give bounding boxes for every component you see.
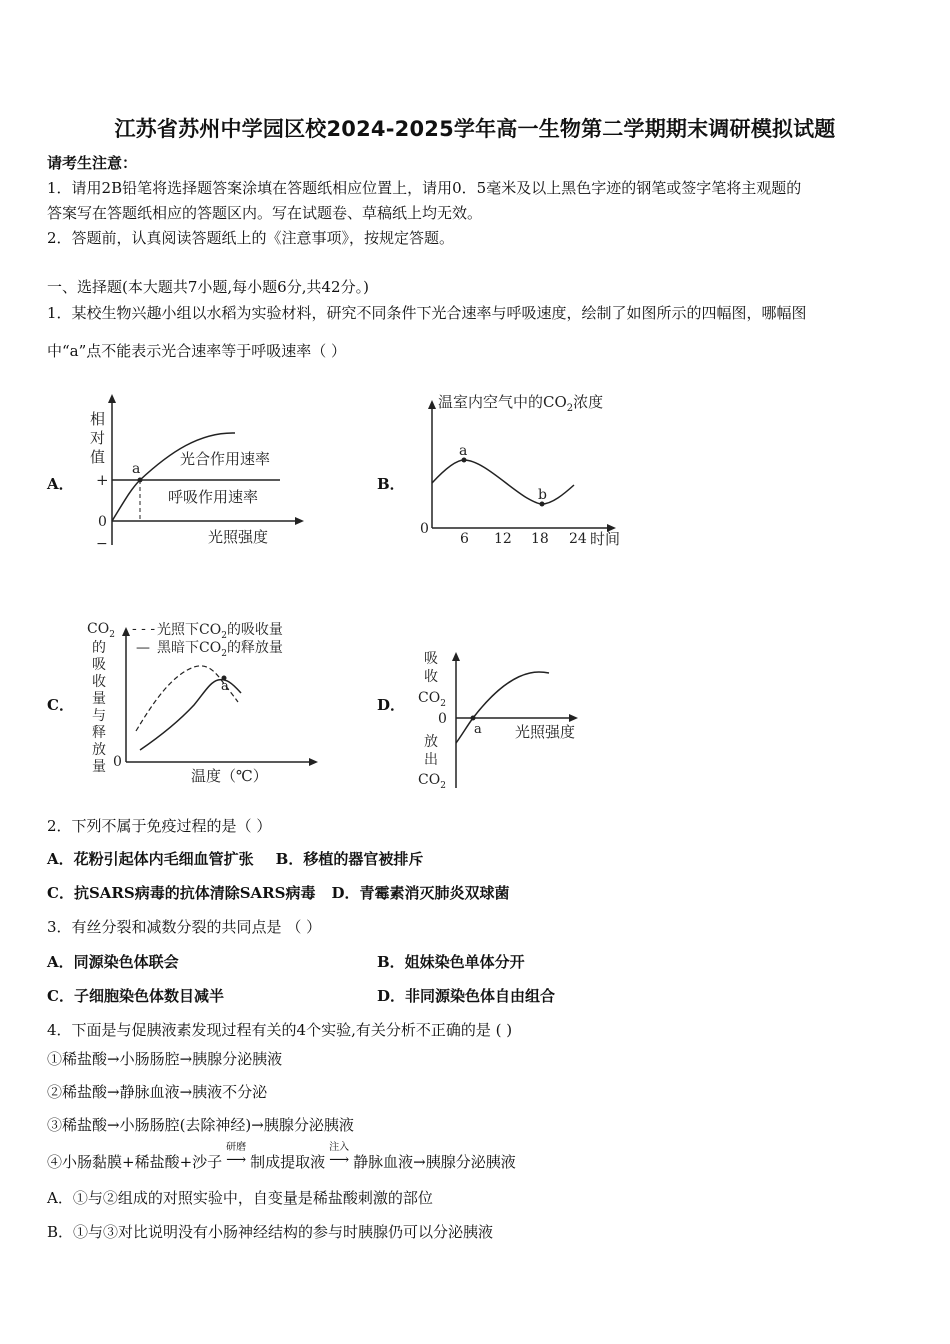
- figure-d-y-arrow: [452, 652, 460, 661]
- q4-exp4-part-b: 制成提取液: [250, 1153, 326, 1171]
- figure-b-co2-curve: [432, 460, 574, 504]
- q4-experiment-3: ③稀盐酸→小肠肠腔(去除神经)→胰腺分泌胰液: [47, 1116, 354, 1134]
- figure-c-ylabel-2: 吸: [92, 657, 106, 673]
- section-heading: 一、选择题(本大题共7小题,每小题6分,共42分。): [47, 278, 369, 296]
- figure-c-ylabel-6: 释: [92, 725, 106, 741]
- figure-c-legend-2-pre: 黑暗下CO: [157, 640, 222, 656]
- figure-c-legend-1-pre: 光照下CO: [157, 622, 222, 638]
- figure-a-ylabel-3: 值: [90, 448, 106, 466]
- figure-b-ylabel-sub: 2: [566, 403, 574, 414]
- figure-a-zero: 0: [98, 514, 107, 530]
- q4-exp4-arrow-1-label: 研磨: [226, 1142, 247, 1153]
- figure-d-point-a: [471, 716, 476, 721]
- q4-exp4-part-c: 静脉血液→胰腺分泌胰液: [353, 1153, 516, 1171]
- q4-exp4-arrow-1: [222, 1142, 250, 1167]
- q1-stem-line-1: 1．某校生物兴趣小组以水稻为实验材料，研究不同条件下光合速率与呼吸速度，绘制了如图所示的四幅图，哪幅图: [47, 304, 807, 322]
- figure-b-point-a-label: a: [459, 443, 468, 459]
- q1-option-a-label: A．: [47, 475, 74, 493]
- figure-c-ylabel-top: [87, 621, 115, 640]
- figure-c-ylabel-4: 量: [92, 691, 106, 707]
- figure-c-xlabel: 温度（℃）: [191, 767, 268, 785]
- figure-a-x-arrow: [295, 517, 304, 525]
- q2-option-a: A．花粉引起体内毛细血管扩张: [47, 850, 254, 868]
- figure-a-point-a: [138, 478, 143, 483]
- figure-b-tick-24: 24: [569, 531, 587, 547]
- q4-exp4-arrow-2-label: 注入: [329, 1142, 350, 1153]
- q3-stem: 3．有丝分裂和减数分裂的共同点是 （ ）: [47, 918, 322, 936]
- figure-c-zero: 0: [113, 754, 122, 770]
- figure-b-xlabel: 时间: [590, 530, 621, 548]
- q4-experiment-2: ②稀盐酸→静脉血液→胰液不分泌: [47, 1083, 268, 1101]
- figure-c-legend-2-post: 的释放量: [226, 640, 283, 656]
- q2-option-c: C．抗SARS病毒的抗体清除SARS病毒: [47, 884, 316, 902]
- page-title: 江苏省苏州中学园区校2024-2025学年高一生物第二学期期末调研模拟试题: [114, 117, 836, 141]
- figure-a-ylabel-2: 对: [90, 429, 106, 447]
- figure-b-tick-18: 18: [531, 531, 549, 547]
- figure-b-ylabel-post: 浓度: [573, 393, 604, 411]
- figure-d-co2-top-co: CO: [418, 690, 441, 706]
- figure-d: [412, 640, 607, 795]
- q4-experiment-1: ①稀盐酸→小肠肠腔→胰腺分泌胰液: [47, 1050, 283, 1068]
- figure-a-curve1-label: 光合作用速率: [180, 450, 271, 468]
- figure-b-point-b-label: b: [538, 487, 547, 503]
- q1-stem-line-2: 中“a”点不能表示光合速率等于呼吸速率（ ）: [47, 342, 347, 360]
- figure-a-curve2-label: 呼吸作用速率: [168, 488, 259, 506]
- q4-stem: 4．下面是与促胰液素发现过程有关的4个实验,有关分析不正确的是 ( ): [47, 1021, 513, 1039]
- figure-b-tick-12: 12: [494, 531, 512, 547]
- figure-c-ylabel-7: 放: [92, 742, 106, 758]
- q2-stem: 2．下列不属于免疫过程的是（ ）: [47, 817, 272, 835]
- figure-c-ylabel-co: CO: [87, 621, 110, 637]
- figure-a-xlabel: 光照强度: [208, 528, 269, 546]
- q4-exp4-arrow-1-glyph: ⟶: [226, 1152, 247, 1168]
- notice-heading: 请考生注意：: [47, 154, 138, 172]
- q3-option-d: D．非同源染色体自由组合: [377, 987, 556, 1005]
- figure-b-y-arrow: [428, 400, 436, 409]
- figure-d-zero: 0: [438, 711, 447, 727]
- figure-c-y-arrow: [122, 627, 130, 636]
- figure-b-ylabel-pre: 温室内空气中的CO: [438, 393, 567, 411]
- figure-c-legend-2-sub: 2: [221, 649, 227, 659]
- figure-c-legend-dash: - - -: [132, 621, 156, 637]
- figure-d-xlabel: 光照强度: [515, 723, 576, 741]
- q2-option-d: D．青霉素消灭肺炎双球菌: [331, 884, 510, 902]
- figure-d-point-a-label: a: [474, 722, 482, 737]
- figure-c-legend-2: [157, 640, 283, 659]
- q2-options-line-1: [47, 848, 423, 869]
- q4-exp4-part-a: ④小肠黏膜+稀盐酸+沙子: [47, 1153, 223, 1171]
- figure-a-y-arrow: [108, 394, 116, 403]
- figure-d-x-arrow: [569, 714, 578, 722]
- q4-experiment-4: [47, 1142, 516, 1172]
- figure-d-co2-top-sub: 2: [440, 699, 446, 709]
- notice-item-1-line-1: 1．请用2B铅笔将选择题答案涂填在答题纸相应位置上，请用0．5毫米及以上黑色字迹的钢笔或签字笔将主观题的: [47, 179, 802, 197]
- figure-c-ylabel-5: 与: [92, 708, 106, 724]
- figure-d-co2-bot-sub: 2: [440, 781, 446, 791]
- q4-option-a: A．①与②组成的对照实验中，自变量是稀盐酸刺激的部位: [47, 1189, 433, 1207]
- figure-c-ylabel-8: 量: [92, 759, 106, 775]
- figure-c-legend-1-sub: 2: [221, 631, 227, 641]
- figure-c-ylabel-3: 收: [92, 674, 106, 690]
- figure-c-legend-1-post: 的吸收量: [226, 622, 283, 638]
- figure-a-ylabel-1: 相: [90, 410, 106, 428]
- q4-exp4-arrow-2: [325, 1142, 353, 1167]
- figure-c-legend-solid: —: [136, 640, 150, 656]
- notice-item-2: 2．答题前，认真阅读答题纸上的《注意事项》，按规定答题。: [47, 229, 455, 247]
- q1-option-d-label: D．: [377, 696, 406, 714]
- figure-d-yup-2: 收: [424, 669, 438, 685]
- figure-a-photosynthesis-curve: [112, 433, 235, 521]
- figure-a: [80, 390, 305, 555]
- figure-a-plus: +: [96, 471, 109, 489]
- q2-option-b: B．移植的器官被排斥: [275, 850, 424, 868]
- figure-a-minus: −: [96, 536, 108, 552]
- figure-b-zero: 0: [420, 521, 429, 537]
- q2-options-line-2: [47, 882, 510, 903]
- notice-item-1-line-2: 答案写在答题纸相应的答题区内。写在试题卷、草稿纸上均无效。: [47, 204, 483, 222]
- figure-d-co2-bot: [418, 772, 446, 791]
- figure-c-dashed-curve: [136, 666, 238, 731]
- figure-d-co2-bot-co: CO: [418, 772, 441, 788]
- figure-c-point-a-label: a: [221, 679, 229, 694]
- figure-c-legend-1: [157, 621, 283, 641]
- figure-b-ylabel: [438, 393, 603, 414]
- q3-option-b: B．姐妹染色单体分开: [377, 953, 525, 971]
- figure-d-ydown-2: 出: [424, 752, 438, 768]
- figure-b-tick-6: 6: [460, 531, 469, 547]
- figure-c-x-arrow: [309, 758, 318, 766]
- figure-c-ylabel-1: 的: [92, 640, 106, 656]
- figure-b: [412, 388, 637, 553]
- figure-c-ylabel-sub: 2: [109, 630, 115, 640]
- figure-d-co2-top: [418, 690, 446, 709]
- q4-exp4-arrow-2-glyph: ⟶: [329, 1152, 350, 1168]
- q1-option-b-label: B．: [377, 475, 405, 493]
- q3-option-c: C．子细胞染色体数目减半: [47, 987, 224, 1005]
- q1-option-c-label: C．: [47, 696, 74, 714]
- figure-d-ydown-1: 放: [424, 734, 438, 750]
- figure-a-point-a-label: a: [132, 461, 141, 477]
- q4-option-b: B．①与③对比说明没有小肠神经结构的参与时胰腺仍可以分泌胰液: [47, 1223, 494, 1241]
- figure-c: [84, 615, 324, 795]
- q3-option-a: A．同源染色体联会: [47, 953, 179, 971]
- figure-d-yup-1: 吸: [424, 651, 438, 667]
